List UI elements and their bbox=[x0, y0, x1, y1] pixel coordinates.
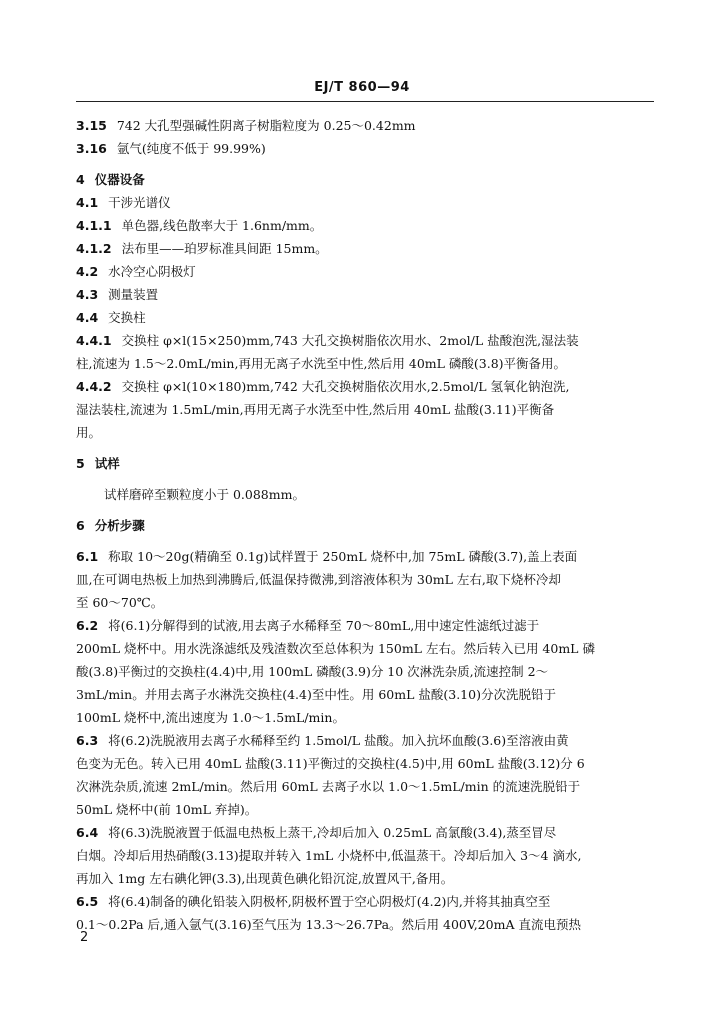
paragraph-4-4-2: 4.4.2 交换柱 φ×l(10×180)mm,742 大孔交换树脂依次用水,2.5mol/L 氢氧化钠泡洗, 湿法装柱,流速为 1.5mL/min,再用无离子水洗至中性,然后用 40mL 盐酸(3.11)平衡备 用。 bbox=[76, 379, 570, 440]
clause-text: 742 大孔型强碱性阴离子树脂粒度为 0.25～0.42mm bbox=[116, 118, 416, 133]
item-3-16 bbox=[76, 137, 656, 160]
clause-text: 氩气(纯度不低于 99.99%) bbox=[116, 141, 266, 156]
page-number: 2 bbox=[80, 930, 89, 945]
paragraph-6-1: 6.1 称取 10～20g(精确至 0.1g)试样置于 250mL 烧杯中,加 75mL 磷酸(3.7),盖上表面 皿,在可调电热板上加热到沸腾后,低温保持微沸,到溶液体积为 30mL 左右,取下烧杯冷却 至 60～70℃。 bbox=[76, 549, 578, 610]
paragraph-6-5: 6.5 将(6.4)制备的碘化铅装入阴极杯,阴极杯置于空心阴极灯(4.2)内,并将其抽真空至 0.1～0.2Pa 后,通入氩气(3.16)至气压为 13.3～26.7Pa。然后用 400V,20mA 直流电预热 bbox=[76, 894, 581, 932]
paragraph-6-2: 6.2 将(6.1)分解得到的试液,用去离子水稀释至 70～80mL,用中速定性滤纸过滤于 200mL 烧杯中。用水洗涤滤纸及残渣数次至总体积为 150mL 左右。然后转入已用 40mL 磷 酸(3.8)平衡过的交换柱(4.4)中,用 100mL 磷酸(3.9)分 10 次淋洗杂质,流速控制 2～ 3mL/min。并用去离子水淋洗交换柱(4.4)至中性。用 60mL 盐酸(3.10)分次洗脱铅于 100mL 烧杯中,流出速度为 1.0～1.5mL/min。 bbox=[76, 618, 595, 725]
paragraph-6-3: 6.3 将(6.2)洗脱液用去离子水稀释至约 1.5mol/L 盐酸。加入抗坏血酸(3.6)至溶液由黄 色变为无色。转入已用 40mL 盐酸(3.11)平衡过的交换柱(4.5)中,用 60mL 盐酸(3.12)分 6 次淋洗杂质,流速 2mL/min。然后用 60mL 去离子水以 1.0～1.5mL/min 的流速洗脱铅于 50mL 烧杯中(前 10mL 弃掉)。 bbox=[76, 733, 585, 817]
section-5-heading: 5 试样 bbox=[76, 456, 120, 471]
section-4-heading: 4 仪器设备 bbox=[76, 172, 145, 187]
item-4-3: 4.3 测量装置 bbox=[76, 287, 159, 302]
item-4-1: 4.1 干涉光谱仪 bbox=[76, 195, 171, 210]
paragraph-4-4-1: 4.4.1 交换柱 φ×l(15×250)mm,743 大孔交换树脂依次用水、2mol/L 盐酸泡洗,湿法装 柱,流速为 1.5～2.0mL/min,再用无离子水洗至中性,然后用 40mL 磷酸(3.8)平衡备用。 bbox=[76, 333, 579, 371]
item-4-1-2: 4.1.2 法布里——珀罗标准具间距 15mm。 bbox=[76, 241, 328, 256]
header-rule bbox=[76, 101, 654, 102]
clause-number: 3.16 bbox=[76, 141, 107, 156]
item-4-1-1: 4.1.1 单色器,线色散率大于 1.6nm/mm。 bbox=[76, 218, 323, 233]
page-body bbox=[76, 114, 656, 936]
paragraph-6-4: 6.4 将(6.3)洗脱液置于低温电热板上蒸干,冷却后加入 0.25mL 高氯酸(3.4),蒸至冒尽 白烟。冷却后用热硝酸(3.13)提取并转入 1mL 小烧杯中,低温蒸干。冷却后加入 3～4 滴水, 再加入 1mg 左右碘化钾(3.3),出现黄色碘化铅沉淀,放置风干,备用。 bbox=[76, 825, 582, 886]
document-code-header: EJ/T 860—94 bbox=[314, 80, 410, 95]
section-6-heading: 6 分析步骤 bbox=[76, 518, 145, 533]
clause-number: 3.15 bbox=[76, 118, 107, 133]
item-4-4: 4.4 交换柱 bbox=[76, 310, 146, 325]
section-5-text: 试样磨碎至颗粒度小于 0.088mm。 bbox=[104, 487, 305, 502]
item-4-2: 4.2 水冷空心阴极灯 bbox=[76, 264, 196, 279]
item-3-15 bbox=[76, 114, 656, 137]
